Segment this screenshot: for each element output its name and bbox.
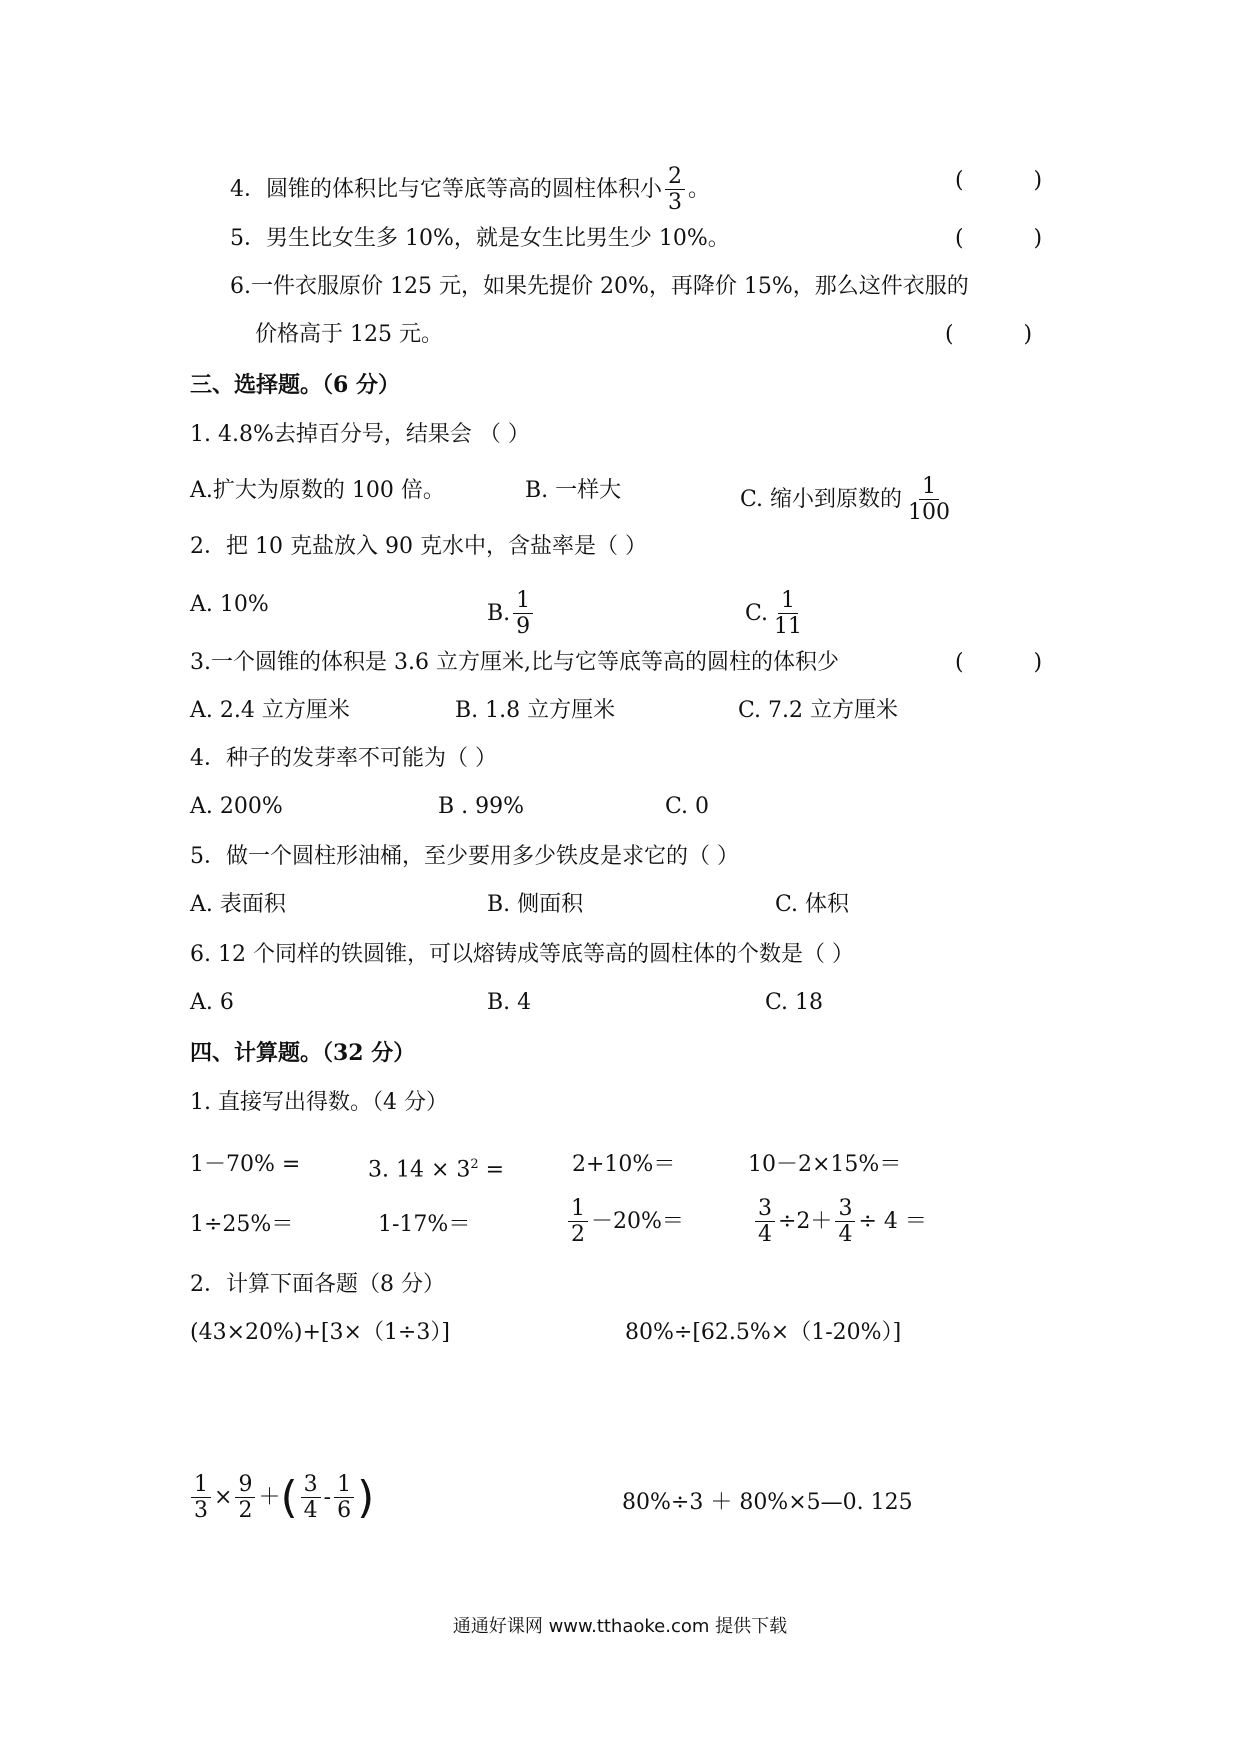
- choice-q3-stem: 3.一个圆锥的体积是 3.6 立方厘米,比与它等底等高的圆柱的体积少: [190, 650, 839, 675]
- fraction: $\frac{3}{4}$: [755, 1196, 775, 1248]
- calc-r2-d: $\frac{3}{4}$ ÷2＋ $\frac{3}{4}$ ÷ 4 ＝: [752, 1196, 927, 1248]
- calc-expr-4: 80%÷3 ＋ 80%×5—0. 125: [622, 1490, 913, 1515]
- choice-q3-option-c[interactable]: C. 7.2 立方厘米: [738, 698, 899, 723]
- choice-q2-option-c[interactable]: C. $\frac{1}{11}$: [745, 588, 808, 640]
- calc-r1-d: 10－2×15%＝: [748, 1152, 902, 1177]
- calc-expr-1: (43×20%)+[3×（1÷3）]: [190, 1320, 450, 1345]
- choice-q5-stem: 5．做一个圆柱形油桶，至少要用多少铁皮是求它的（ ）: [190, 844, 739, 869]
- calc-r2-a: 1÷25%＝: [190, 1212, 294, 1237]
- calc-r2-b: 1-17%＝: [378, 1212, 471, 1237]
- calc-sub1-title: 1. 直接写出得数。（4 分）: [190, 1090, 448, 1115]
- choice-q6-option-c[interactable]: C. 18: [765, 990, 824, 1015]
- choice-q4-option-b[interactable]: B . 99%: [438, 794, 525, 819]
- choice-q5-option-b[interactable]: B. 侧面积: [487, 892, 584, 917]
- choice-q6-stem: 6. 12 个同样的铁圆锥，可以熔铸成等底等高的圆柱体的个数是（ ）: [190, 942, 854, 967]
- calc-r1-c: 2+10%＝: [572, 1152, 676, 1177]
- choice-q2-option-b[interactable]: B. $\frac{1}{9}$: [487, 588, 536, 640]
- fraction: $\frac{3}{4}$: [835, 1196, 855, 1248]
- fraction: $\frac{1}{3}$: [191, 1472, 211, 1524]
- fraction: $\frac{1}{9}$: [513, 588, 533, 640]
- calc-expr-3: $\frac{1}{3}$ × $\frac{9}{2}$ ＋( $\frac{3}{4}$ - $\frac{1}{6}$ ): [188, 1472, 374, 1524]
- judge-q5: 5．男生比女生多 10%，就是女生比男生少 10%。: [230, 226, 730, 251]
- answer-parentheses[interactable]: ( ): [955, 226, 1043, 251]
- choice-q3-option-a[interactable]: A. 2.4 立方厘米: [190, 698, 350, 723]
- answer-parentheses[interactable]: ( ): [955, 168, 1043, 193]
- answer-parentheses[interactable]: ( ): [955, 650, 1043, 675]
- left-paren: (: [280, 1471, 298, 1523]
- judge-q6-line1: 6.一件衣服原价 125 元，如果先提价 20%，再降价 15%，那么这件衣服的: [230, 274, 969, 299]
- calc-sub2-title: 2．计算下面各题（8 分）: [190, 1272, 445, 1297]
- fraction: $\frac{1}{100}$: [908, 474, 951, 526]
- section-heading-calc: 四、计算题。（32 分）: [190, 1040, 416, 1066]
- fraction: $\frac{2}{3}$: [665, 164, 685, 216]
- fraction: $\frac{3}{4}$: [301, 1472, 321, 1524]
- fraction: $\frac{1}{11}$: [774, 588, 803, 640]
- section-heading-choice: 三、选择题。（6 分）: [190, 372, 400, 398]
- choice-q2-stem: 2．把 10 克盐放入 90 克水中，含盐率是（ ）: [190, 534, 647, 559]
- calc-r1-b: 3. $14 \times 3^2$ =: [368, 1157, 505, 1183]
- choice-q1-stem: 1. 4.8%去掉百分号，结果会 （ ）: [190, 422, 530, 447]
- choice-q4-option-a[interactable]: A. 200%: [190, 794, 283, 819]
- judge-q6-line2: 价格高于 125 元。: [255, 322, 443, 347]
- choice-q3-option-b[interactable]: B. 1.8 立方厘米: [455, 698, 616, 723]
- choice-q1-option-a[interactable]: A.扩大为原数的 100 倍。: [190, 478, 445, 503]
- right-paren: ): [357, 1471, 375, 1523]
- choice-q5-option-a[interactable]: A. 表面积: [190, 892, 286, 917]
- answer-parentheses[interactable]: ( ): [945, 322, 1033, 347]
- judge-q4: 4．圆锥的体积比与它等底等高的圆柱体积小 $\frac{2}{3}$ 。: [230, 164, 711, 216]
- fraction: $\frac{1}{2}$: [568, 1196, 588, 1248]
- calc-r1-a: 1－70% =: [190, 1152, 301, 1177]
- choice-q6-option-b[interactable]: B. 4: [487, 990, 532, 1015]
- calc-expr-2: 80%÷[62.5%×（1-20%）]: [625, 1320, 902, 1345]
- choice-q2-option-a[interactable]: A. 10%: [190, 592, 269, 617]
- footer-source: 通通好课网 www.tthaoke.com 提供下载: [452, 1616, 788, 1637]
- fraction: $\frac{9}{2}$: [235, 1472, 255, 1524]
- choice-q4-stem: 4．种子的发芽率不可能为（ ）: [190, 746, 497, 771]
- choice-q1-option-b[interactable]: B. 一样大: [525, 478, 622, 503]
- choice-q1-option-c[interactable]: C. 缩小到原数的 $\frac{1}{100}$: [740, 474, 956, 526]
- fraction: $\frac{1}{6}$: [334, 1472, 354, 1524]
- choice-q4-option-c[interactable]: C. 0: [665, 794, 710, 819]
- calc-r2-c: $\frac{1}{2}$ －20%＝: [565, 1196, 684, 1248]
- choice-q6-option-a[interactable]: A. 6: [190, 990, 234, 1015]
- choice-q5-option-c[interactable]: C. 体积: [775, 892, 850, 917]
